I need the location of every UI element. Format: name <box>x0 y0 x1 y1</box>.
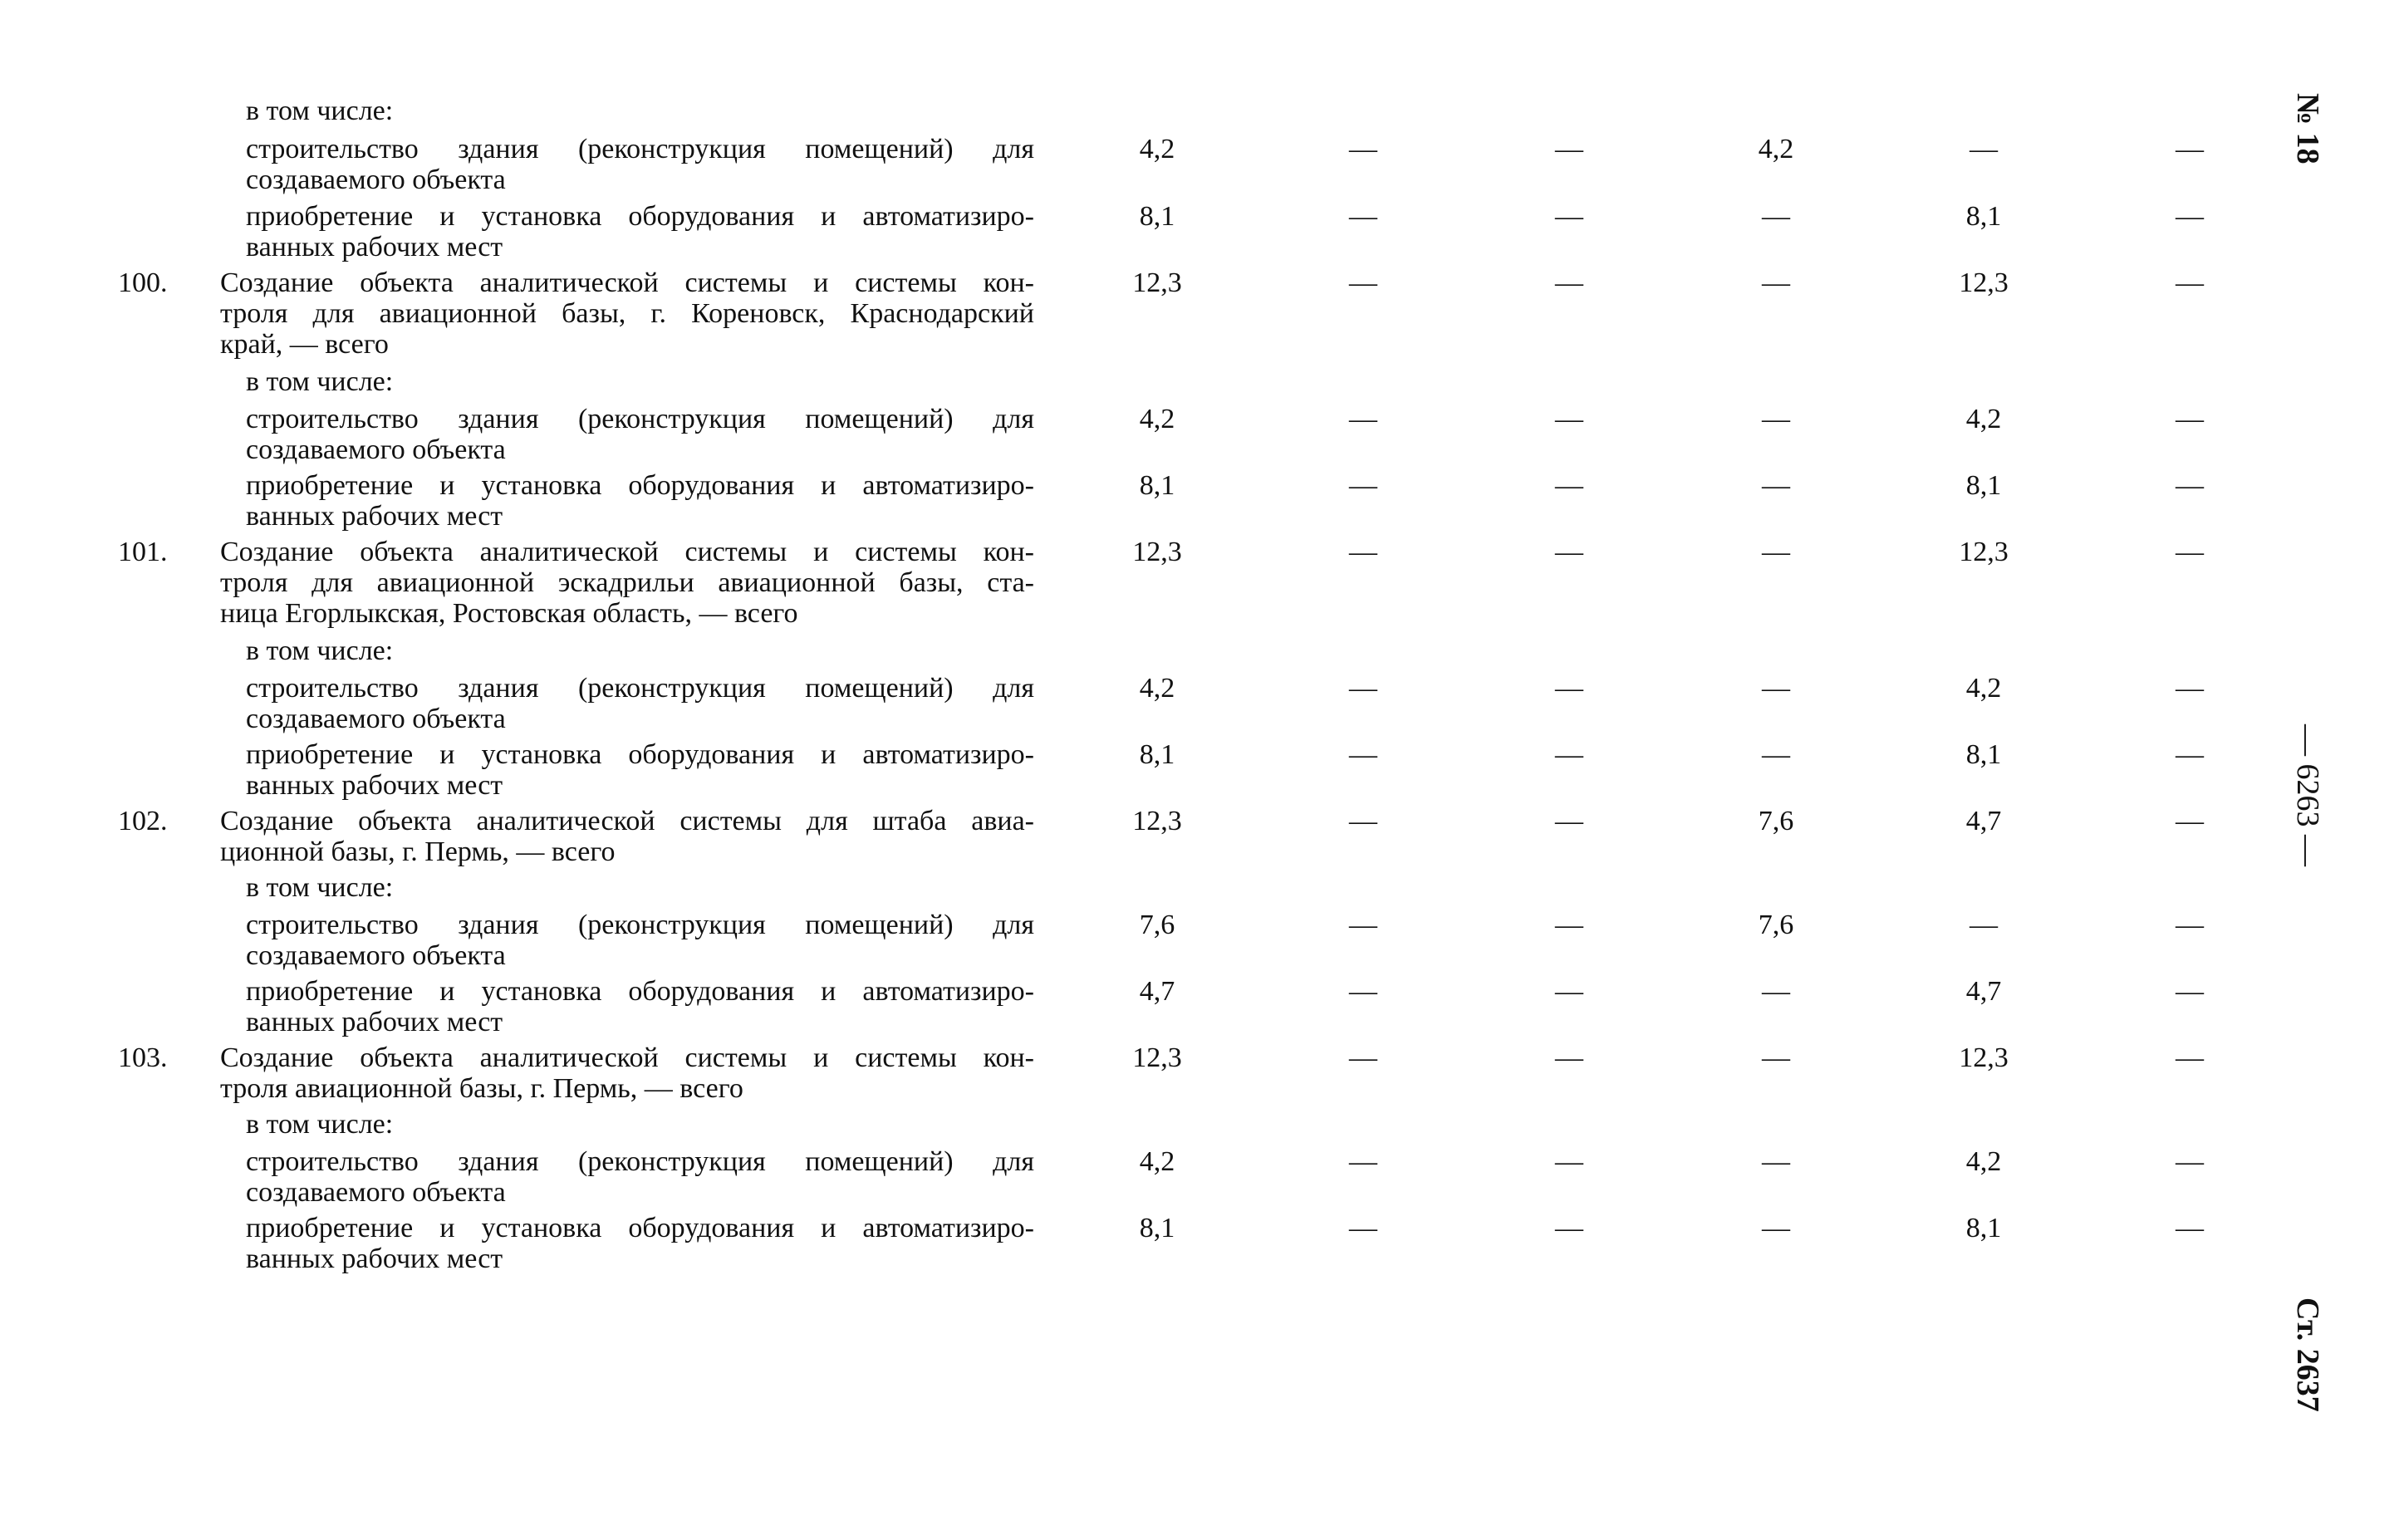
article-number: Ст. 2637 <box>2290 1297 2325 1412</box>
value-cell-col-1: 12,3 <box>1132 267 1182 298</box>
value-cell-col-5: 4,2 <box>1965 1146 2002 1177</box>
value-cell-col-3: — <box>1555 739 1583 770</box>
value-cell-col-1: 8,1 <box>1139 201 1175 232</box>
value-cell-col-3: — <box>1555 673 1583 704</box>
value-cell-col-1: 4,2 <box>1139 134 1175 164</box>
item-description <box>220 1042 1034 1104</box>
value-cell-col-3: — <box>1555 537 1583 567</box>
value-cell-col-5: 4,2 <box>1965 673 2002 704</box>
value-cell-col-2: — <box>1349 910 1377 940</box>
description-line: приобретение и установка оборудования и автоматизиро- <box>246 201 1034 232</box>
value-cell-col-1: 7,6 <box>1139 910 1175 940</box>
value-cell-col-3: — <box>1555 806 1583 836</box>
description-line: приобретение и установка оборудования и автоматизиро- <box>246 739 1034 770</box>
value-cell-col-3: — <box>1555 134 1583 164</box>
item-number: 101. <box>118 537 168 567</box>
value-cell-col-2: — <box>1349 976 1377 1007</box>
value-cell-col-2: — <box>1349 470 1377 501</box>
value-cell-col-1: 8,1 <box>1139 739 1175 770</box>
value-cell-col-1: 4,7 <box>1139 976 1175 1007</box>
value-cell-col-1: 4,2 <box>1139 1146 1175 1177</box>
description-line: троля для авиационной базы, г. Кореновск, Краснодарский <box>220 298 1034 329</box>
value-cell-col-5: 8,1 <box>1965 470 2002 501</box>
item-number: 102. <box>118 806 168 836</box>
value-cell-col-4: — <box>1762 267 1790 298</box>
value-cell-col-4: — <box>1762 673 1790 704</box>
value-cell-col-6: — <box>2176 806 2204 836</box>
item-description <box>220 806 1034 867</box>
description-line: троля для авиационной эскадрильи авиационной базы, ста- <box>220 567 1034 598</box>
item-description <box>246 910 1034 971</box>
description-line: в том числе: <box>246 635 394 666</box>
value-cell-col-3: — <box>1555 1042 1583 1073</box>
description-line: создаваемого объекта <box>246 704 506 734</box>
value-cell-col-4: — <box>1762 976 1790 1007</box>
description-line: троля авиационной базы, г. Пермь, — всего <box>220 1073 743 1104</box>
issue-number: № 18 <box>2290 93 2325 164</box>
value-cell-col-5: 12,3 <box>1959 537 2009 567</box>
value-cell-col-3: — <box>1555 470 1583 501</box>
value-cell-col-6: — <box>2176 537 2204 567</box>
value-cell-col-2: — <box>1349 267 1377 298</box>
value-cell-col-4: — <box>1762 1213 1790 1243</box>
value-cell-col-2: — <box>1349 537 1377 567</box>
value-cell-col-4: 7,6 <box>1758 910 1794 940</box>
description-line: Создание объекта аналитической системы и системы кон- <box>220 537 1034 567</box>
value-cell-col-4: — <box>1762 201 1790 232</box>
value-cell-col-2: — <box>1349 1213 1377 1243</box>
value-cell-col-5: 4,7 <box>1965 976 2002 1007</box>
value-cell-col-3: — <box>1555 976 1583 1007</box>
value-cell-col-2: — <box>1349 1146 1377 1177</box>
value-cell-col-3: — <box>1555 201 1583 232</box>
item-number: 103. <box>118 1042 168 1073</box>
value-cell-col-6: — <box>2176 1042 2204 1073</box>
value-cell-col-5: — <box>1970 134 1998 164</box>
item-description <box>246 366 1034 397</box>
value-cell-col-1: 12,3 <box>1132 537 1182 567</box>
value-cell-col-1: 12,3 <box>1132 806 1182 836</box>
description-line: приобретение и установка оборудования и автоматизиро- <box>246 1213 1034 1243</box>
description-line: ванных рабочих мест <box>246 770 503 801</box>
value-cell-col-4: — <box>1762 739 1790 770</box>
value-cell-col-6: — <box>2176 976 2204 1007</box>
description-line: ционной базы, г. Пермь, — всего <box>220 836 616 867</box>
description-line: создаваемого объекта <box>246 164 506 195</box>
description-line: в том числе: <box>246 872 394 903</box>
value-cell-col-6: — <box>2176 404 2204 434</box>
value-cell-col-6: — <box>2176 470 2204 501</box>
value-cell-col-1: 12,3 <box>1132 1042 1182 1073</box>
value-cell-col-4: — <box>1762 470 1790 501</box>
description-line: ванных рабочих мест <box>246 501 503 532</box>
description-line: ница Егорлыкская, Ростовская область, — всего <box>220 598 798 629</box>
value-cell-col-5: 4,2 <box>1965 404 2002 434</box>
value-cell-col-2: — <box>1349 201 1377 232</box>
value-cell-col-3: — <box>1555 1146 1583 1177</box>
value-cell-col-2: — <box>1349 739 1377 770</box>
value-cell-col-4: — <box>1762 404 1790 434</box>
value-cell-col-6: — <box>2176 134 2204 164</box>
value-cell-col-2: — <box>1349 806 1377 836</box>
value-cell-col-2: — <box>1349 404 1377 434</box>
value-cell-col-1: 8,1 <box>1139 470 1175 501</box>
page-range: — 6263 — <box>2290 724 2325 866</box>
item-description <box>246 635 1034 666</box>
value-cell-col-3: — <box>1555 267 1583 298</box>
description-line: создаваемого объекта <box>246 434 506 465</box>
item-description <box>220 537 1034 629</box>
value-cell-col-6: — <box>2176 1146 2204 1177</box>
item-description <box>220 267 1034 360</box>
description-line: приобретение и установка оборудования и автоматизиро- <box>246 976 1034 1007</box>
value-cell-col-6: — <box>2176 201 2204 232</box>
item-description <box>246 976 1034 1037</box>
description-line: в том числе: <box>246 366 394 397</box>
value-cell-col-5: 8,1 <box>1965 201 2002 232</box>
value-cell-col-6: — <box>2176 267 2204 298</box>
value-cell-col-5: 8,1 <box>1965 739 2002 770</box>
description-line: строительство здания (реконструкция помещений) для <box>246 134 1034 164</box>
value-cell-col-5: 8,1 <box>1965 1213 2002 1243</box>
value-cell-col-5: 12,3 <box>1959 267 2009 298</box>
value-cell-col-4: — <box>1762 537 1790 567</box>
description-line: создаваемого объекта <box>246 1177 506 1208</box>
value-cell-col-3: — <box>1555 1213 1583 1243</box>
item-description <box>246 1146 1034 1208</box>
value-cell-col-1: 8,1 <box>1139 1213 1175 1243</box>
value-cell-col-3: — <box>1555 910 1583 940</box>
value-cell-col-4: — <box>1762 1042 1790 1073</box>
item-description <box>246 872 1034 903</box>
value-cell-col-6: — <box>2176 673 2204 704</box>
description-line: ванных рабочих мест <box>246 1243 503 1274</box>
value-cell-col-6: — <box>2176 1213 2204 1243</box>
item-description <box>246 739 1034 801</box>
value-cell-col-6: — <box>2176 739 2204 770</box>
item-number: 100. <box>118 267 168 298</box>
item-description <box>246 673 1034 734</box>
value-cell-col-3: — <box>1555 404 1583 434</box>
description-line: Создание объекта аналитической системы для штаба авиа- <box>220 806 1034 836</box>
value-cell-col-1: 4,2 <box>1139 404 1175 434</box>
value-cell-col-2: — <box>1349 1042 1377 1073</box>
description-line: строительство здания (реконструкция помещений) для <box>246 404 1034 434</box>
description-line: ванных рабочих мест <box>246 1007 503 1037</box>
item-description <box>246 1213 1034 1274</box>
value-cell-col-2: — <box>1349 673 1377 704</box>
description-line: строительство здания (реконструкция помещений) для <box>246 1146 1034 1177</box>
description-line: создаваемого объекта <box>246 940 506 971</box>
value-cell-col-4: — <box>1762 1146 1790 1177</box>
item-description <box>246 201 1034 262</box>
item-description <box>246 96 1034 126</box>
item-description <box>246 470 1034 532</box>
description-line: край, — всего <box>220 329 389 360</box>
description-line: Создание объекта аналитической системы и системы кон- <box>220 267 1034 298</box>
description-line: Создание объекта аналитической системы и системы кон- <box>220 1042 1034 1073</box>
description-line: в том числе: <box>246 1109 394 1140</box>
item-description <box>246 404 1034 465</box>
value-cell-col-4: 7,6 <box>1758 806 1794 836</box>
description-line: приобретение и установка оборудования и автоматизиро- <box>246 470 1034 501</box>
description-line: в том числе: <box>246 96 394 126</box>
description-line: строительство здания (реконструкция помещений) для <box>246 673 1034 704</box>
value-cell-col-5: — <box>1970 910 1998 940</box>
value-cell-col-1: 4,2 <box>1139 673 1175 704</box>
value-cell-col-5: 4,7 <box>1965 806 2002 836</box>
description-line: ванных рабочих мест <box>246 232 503 262</box>
item-description <box>246 134 1034 195</box>
value-cell-col-2: — <box>1349 134 1377 164</box>
value-cell-col-5: 12,3 <box>1959 1042 2009 1073</box>
value-cell-col-4: 4,2 <box>1758 134 1794 164</box>
value-cell-col-6: — <box>2176 910 2204 940</box>
item-description <box>246 1109 1034 1140</box>
description-line: строительство здания (реконструкция помещений) для <box>246 910 1034 940</box>
